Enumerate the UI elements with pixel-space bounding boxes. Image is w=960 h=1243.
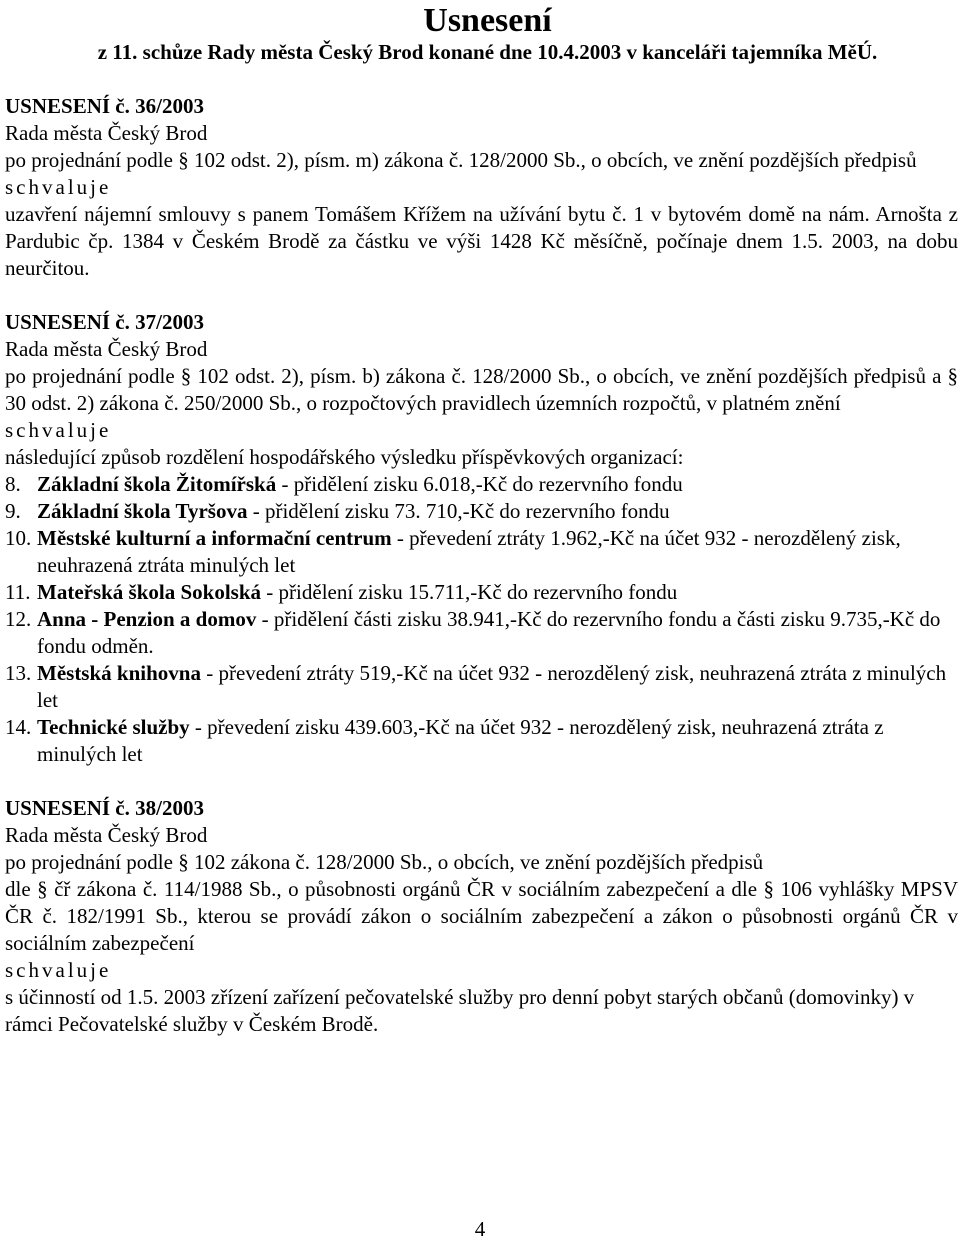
item-number: 8. (5, 472, 21, 496)
item-detail: - přidělení části zisku 38.941,-Kč do rezervního fondu a části zisku 9.735,-Kč do fondu odměn. (37, 607, 941, 658)
item-detail: - převedení zisku 439.603,-Kč na účet 932 - nerozdělený zisk, neuhrazená ztráta z minulých let (37, 715, 884, 766)
organization-name: Základní škola Tyršova (37, 499, 248, 523)
resolution-heading: USNESENÍ č. 37/2003 (5, 310, 204, 334)
list-item (5, 660, 958, 714)
item-number: 11. (5, 580, 31, 604)
resolution-text: uzavření nájemní smlouvy s panem Tomášem Křížem na užívání bytu č. 1 v bytovém domě na nám. Arnošta z Pardubic čp. 1384 v Českém Brodě za částku ve výši 1428 Kč měsíčně, počínaje dnem 1.5. 2003, na dobu neurčitou. (5, 202, 958, 280)
item-detail: - přidělení zisku 15.711,-Kč do rezervního fondu (261, 580, 678, 604)
resolution-text: následující způsob rozdělení hospodářského výsledku příspěvkových organizací: (5, 445, 684, 469)
item-number: 9. (5, 499, 21, 523)
item-detail: - převedení ztráty 1.962,-Kč na účet 932 - nerozdělený zisk, neuhrazená ztráta minulých let (37, 526, 901, 577)
document-title: Usnesení (423, 2, 552, 39)
item-number: 14. (5, 715, 32, 739)
resolution-36 (5, 93, 958, 282)
list-item (5, 498, 958, 525)
list-item (5, 606, 958, 660)
item-number: 10. (5, 526, 32, 550)
item-detail: - přidělení zisku 6.018,-Kč do rezervního fondu (276, 472, 683, 496)
document-page (5, 0, 958, 1038)
list-item (5, 714, 958, 768)
resolution-basis-continued: dle § čř zákona č. 114/1988 Sb., o působnosti orgánů ČR v sociálním zabezpečení a dle § 106 vyhlášky MPSV ČR č. 182/1991 Sb., kterou se provádí zákon o sociálním zabezpečení a zákon o působnosti orgánů ČR v sociálním zabezpečení (5, 877, 958, 955)
document-subtitle: z 11. schůze Rady města Český Brod konané dne 10.4.2003 v kanceláři tajemníka MěÚ. (97, 40, 878, 64)
resolution-37 (5, 309, 958, 768)
page-number: 4 (474, 1217, 486, 1241)
resolution-basis: po projednání podle § 102 odst. 2), písm. b) zákona č. 128/2000 Sb., o obcích, ve znění pozdějších předpisů a § 30 odst. 2) zákona č. 250/2000 Sb., o rozpočtových pravidlech územních rozpočtů, v platném znění (5, 364, 958, 415)
resolution-basis: po projednání podle § 102 zákona č. 128/2000 Sb., o obcích, ve znění pozdějších předpisů (5, 850, 764, 874)
organization-name: Technické služby (37, 715, 190, 739)
resolution-verb: schvaluje (5, 175, 112, 199)
resolution-council: Rada města Český Brod (5, 121, 208, 145)
resolution-heading: USNESENÍ č. 36/2003 (5, 94, 204, 118)
organization-name: Základní škola Žitomířská (37, 472, 277, 496)
resolution-verb: schvaluje (5, 418, 112, 442)
organization-name: Anna - Penzion a domov (37, 607, 257, 631)
resolution-council: Rada města Český Brod (5, 823, 208, 847)
organization-name: Městská knihovna (37, 661, 201, 685)
list-item (5, 525, 958, 579)
organization-name: Městské kulturní a informační centrum (37, 526, 392, 550)
item-detail: - přidělení zisku 73. 710,-Kč do rezervního fondu (247, 499, 670, 523)
list-item (5, 579, 958, 606)
item-number: 12. (5, 607, 32, 631)
resolution-verb: schvaluje (5, 958, 112, 982)
item-detail: - převedení ztráty 519,-Kč na účet 932 - nerozdělený zisk, neuhrazená ztráta z minulých let (37, 661, 947, 712)
item-number: 13. (5, 661, 32, 685)
resolution-council: Rada města Český Brod (5, 337, 208, 361)
resolution-text: s účinností od 1.5. 2003 zřízení zařízení pečovatelské služby pro denní pobyt starých občanů (domovinky) v rámci Pečovatelské služby v Českém Brodě. (5, 985, 915, 1036)
resolution-38 (5, 795, 958, 1038)
organization-name: Mateřská škola Sokolská (37, 580, 262, 604)
list-item (5, 471, 958, 498)
resolution-basis: po projednání podle § 102 odst. 2), písm. m) zákona č. 128/2000 Sb., o obcích, ve znění pozdějších předpisů (5, 148, 917, 172)
resolution-heading: USNESENÍ č. 38/2003 (5, 796, 204, 820)
organization-list (5, 471, 958, 768)
